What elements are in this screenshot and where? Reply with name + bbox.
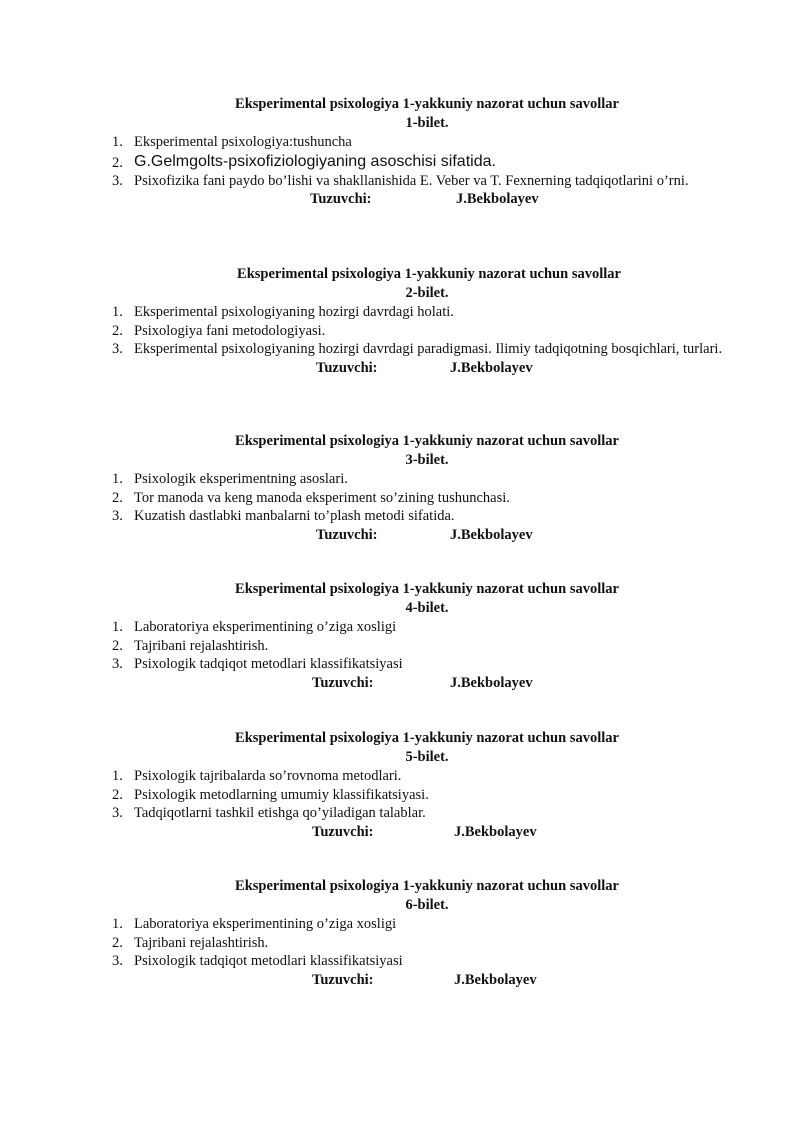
ticket-footer <box>112 971 742 990</box>
ticket-footer <box>112 823 742 842</box>
ticket-6 <box>112 877 742 990</box>
question-item: 2. Tajribani rejalashtirish. <box>112 934 269 951</box>
ticket-title: Eksperimental psixologiya 1-yakkuniy nazorat uchun savollar <box>235 96 619 112</box>
question-item: 3. Eksperimental psixologiyaning hozirgi davrdagi paradigmasi. Ilimiy tadqiqotning bosqichlari, turlari. <box>112 341 723 357</box>
ticket-footer <box>112 190 742 209</box>
compiler-name: J.Bekbolayev <box>450 674 533 691</box>
compiler-label: Tuzuvchi: <box>316 526 378 543</box>
ticket-title: Eksperimental psixologiya 1-yakkuniy nazorat uchun savollar <box>235 730 619 746</box>
compiler-name: J.Bekbolayev <box>454 823 537 840</box>
ticket-4 <box>112 580 742 693</box>
question-item: 3. Psixologik tadqiqot metodlari klassifikatsiyasi <box>112 953 403 969</box>
ticket-title: Eksperimental psixologiya 1-yakkuniy nazorat uchun savollar <box>235 878 619 894</box>
ticket-number: 6-bilet. <box>405 897 449 913</box>
compiler-label: Tuzuvchi: <box>312 823 374 840</box>
ticket-5 <box>112 729 742 842</box>
ticket-title: Eksperimental psixologiya 1-yakkuniy nazorat uchun savollar <box>237 266 621 282</box>
ticket-number: 1-bilet. <box>405 115 449 131</box>
compiler-name: J.Bekbolayev <box>450 359 533 376</box>
compiler-label: Tuzuvchi: <box>310 191 372 207</box>
question-item: 2. Psixologik metodlarning umumiy klassifikatsiyasi. <box>112 786 429 803</box>
question-item: 3. Psixofizika fani paydo bo’lishi va shakllanishida E. Veber va T. Fexnerning tadqiqotlarini o’rni. <box>112 172 689 189</box>
question-item: 2. G.Gelmgolts-psixofiziologiyaning asoschisi sifatida. <box>112 152 496 171</box>
question-item: 2. Psixologiya fani metodologiyasi. <box>112 322 326 339</box>
compiler-name: J.Bekbolayev <box>456 191 539 207</box>
ticket-footer <box>112 359 742 378</box>
ticket-footer <box>112 526 742 545</box>
compiler-name: J.Bekbolayev <box>450 526 533 543</box>
ticket-1 <box>112 95 742 209</box>
question-item: 3. Psixologik tadqiqot metodlari klassifikatsiyasi <box>112 656 403 672</box>
question-item: 1. Psixologik tajribalarda so’rovnoma metodlari. <box>112 768 402 784</box>
ticket-number: 4-bilet. <box>405 600 449 616</box>
question-item: 2. Tor manoda va keng manoda eksperiment so’zining tushunchasi. <box>112 489 510 506</box>
ticket-title: Eksperimental psixologiya 1-yakkuniy nazorat uchun savollar <box>235 581 619 597</box>
compiler-label: Tuzuvchi: <box>312 674 374 691</box>
ticket-title: Eksperimental psixologiya 1-yakkuniy nazorat uchun savollar <box>235 433 619 449</box>
ticket-footer <box>112 674 742 693</box>
question-item: 1. Laboratoriya eksperimentining o’ziga xosligi <box>112 619 397 635</box>
question-item: 1. Laboratoriya eksperimentining o’ziga xosligi <box>112 916 397 932</box>
ticket-number: 2-bilet. <box>405 285 449 301</box>
ticket-2 <box>112 265 742 378</box>
compiler-name: J.Bekbolayev <box>454 971 537 988</box>
compiler-label: Tuzuvchi: <box>312 971 374 988</box>
question-item: 1. Eksperimental psixologiyaning hozirgi davrdagi holati. <box>112 304 454 320</box>
ticket-3 <box>112 432 742 545</box>
question-item: 1. Psixologik eksperimentning asoslari. <box>112 471 348 487</box>
question-item: 3. Tadqiqotlarni tashkil etishga qo’yiladigan talablar. <box>112 805 426 821</box>
compiler-label: Tuzuvchi: <box>316 359 378 376</box>
question-item: 3. Kuzatish dastlabki manbalarni to’plash metodi sifatida. <box>112 508 455 524</box>
question-item: 1. Eksperimental psixologiya:tushuncha <box>112 134 352 150</box>
ticket-number: 3-bilet. <box>405 452 449 468</box>
question-item: 2. Tajribani rejalashtirish. <box>112 637 269 654</box>
ticket-number: 5-bilet. <box>405 749 449 765</box>
